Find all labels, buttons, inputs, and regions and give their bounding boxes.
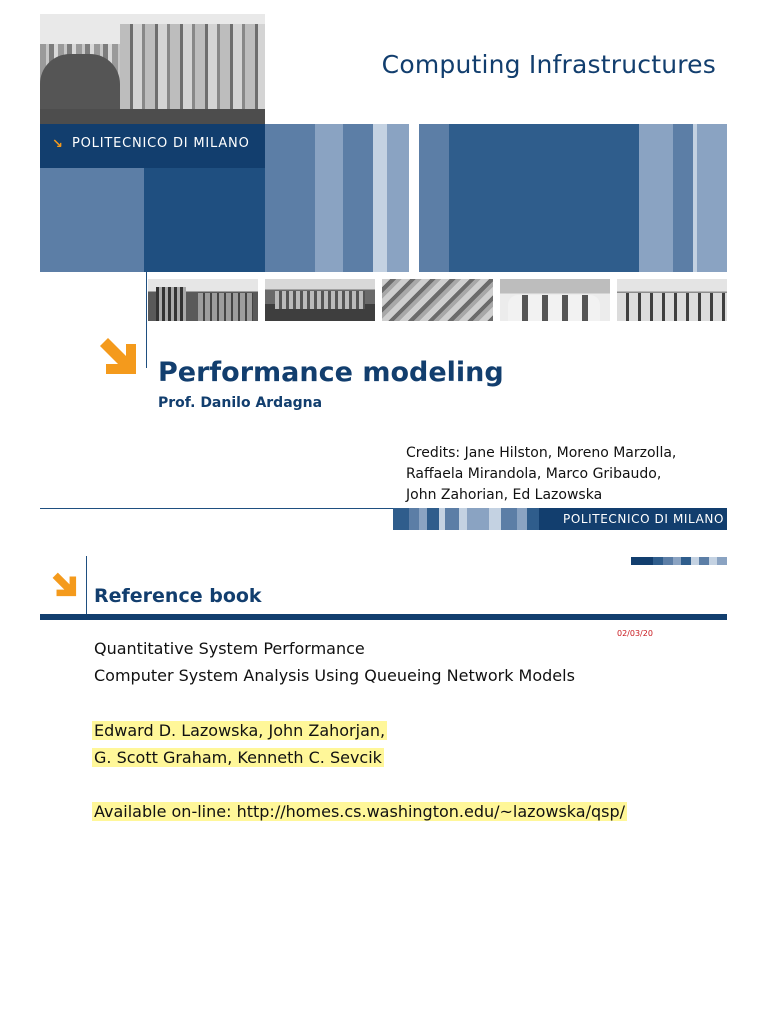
online-availability	[94, 802, 627, 821]
credits-line: John Zahorian, Ed Lazowska	[406, 487, 603, 503]
campus-thumbnail	[382, 279, 492, 321]
campus-thumbnail	[148, 279, 258, 321]
online-url[interactable]: http://homes.cs.washington.edu/~lazowska/qsp/	[236, 802, 626, 821]
book-title: Quantitative System Performance	[94, 639, 365, 658]
campus-thumbnails	[148, 279, 727, 321]
slide-date: 02/03/20	[617, 629, 653, 638]
credits-line: Raffaela Mirandola, Marco Gribaudo,	[406, 466, 662, 482]
campus-thumbnail	[500, 279, 610, 321]
book-authors-line	[94, 721, 387, 740]
decor-block	[40, 168, 144, 272]
divider	[146, 272, 147, 368]
campus-thumbnail	[617, 279, 727, 321]
title-rule	[40, 614, 727, 620]
decor-stripes	[265, 124, 727, 272]
course-title: Computing Infrastructures	[381, 50, 716, 79]
decor-mini-stripes	[631, 557, 727, 565]
book-authors-line	[94, 748, 384, 767]
lecture-author	[158, 395, 322, 411]
book-subtitle: Computer System Analysis Using Queueing Network Models	[94, 666, 575, 685]
author-prefix: Prof.	[158, 395, 196, 411]
decor-block	[144, 168, 265, 272]
online-label: Available on-line:	[94, 802, 232, 821]
small-orange-arrow-icon: ↘	[52, 137, 63, 152]
orange-arrow-icon	[96, 334, 142, 380]
section-title: Reference book	[94, 585, 262, 607]
credits-line: Credits: Jane Hilston, Moreno Marzolla,	[406, 445, 677, 461]
university-name: POLITECNICO DI MILANO	[72, 136, 250, 151]
university-band	[40, 124, 265, 168]
orange-arrow-icon	[50, 570, 80, 600]
credits	[406, 443, 676, 506]
highlighted-text: G. Scott Graham, Kenneth C. Sevcik	[94, 748, 382, 767]
divider	[86, 556, 87, 614]
author-name: Danilo Ardagna	[200, 395, 323, 411]
lecture-title: Performance modeling	[158, 357, 504, 388]
footer-university-name: POLITECNICO DI MILANO	[563, 512, 725, 526]
building-photo	[40, 14, 265, 124]
highlighted-text: Edward D. Lazowska, John Zahorjan,	[94, 721, 386, 740]
campus-thumbnail	[265, 279, 375, 321]
